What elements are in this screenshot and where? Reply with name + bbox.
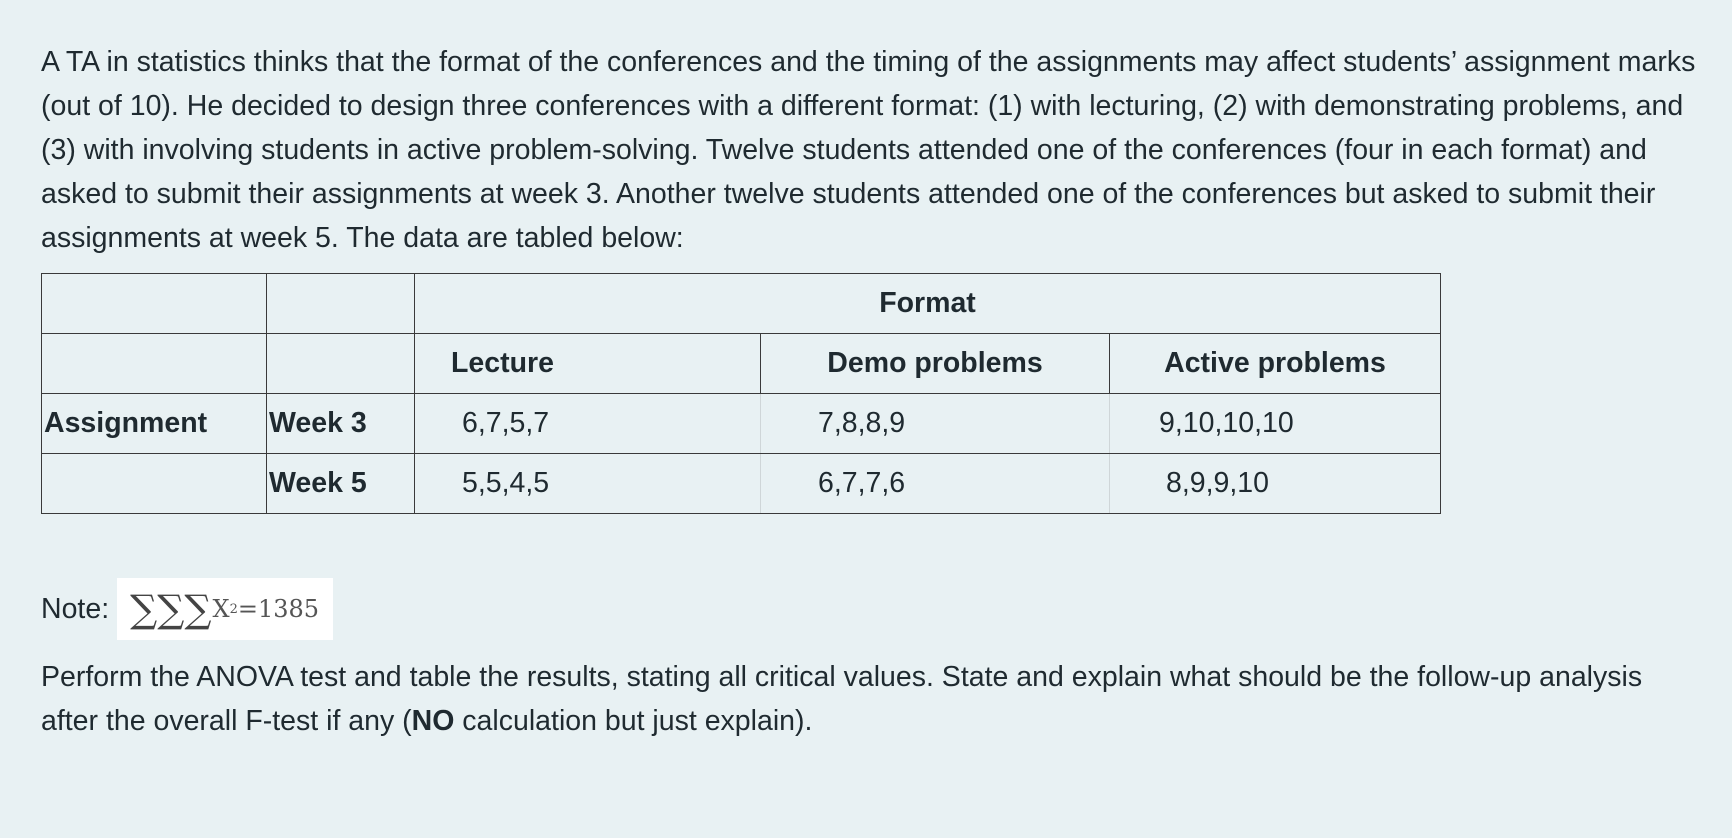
table-cell xyxy=(415,394,761,454)
table-cell xyxy=(1110,394,1441,454)
formula-variable: X xyxy=(212,595,230,623)
formula-exponent: 2 xyxy=(229,601,238,617)
table-cell xyxy=(761,454,1110,514)
column-header-active-problems: Active problems xyxy=(1110,334,1441,394)
column-header-demo-problems: Demo problems xyxy=(761,334,1110,394)
question-emphasis: NO xyxy=(411,705,455,737)
cell-value: 6,7,7,6 xyxy=(818,467,906,499)
formula-value: =1385 xyxy=(237,595,320,623)
cell-value: 9,10,10,10 xyxy=(1159,407,1294,439)
sum-of-squares-formula xyxy=(117,578,333,640)
note-line xyxy=(41,578,333,640)
data-table xyxy=(41,273,1441,514)
table-cell xyxy=(1110,454,1441,514)
table-row xyxy=(42,394,1441,454)
question-part-2: calculation but just explain). xyxy=(454,705,813,737)
table-cell xyxy=(415,454,761,514)
cell-value: 7,8,8,9 xyxy=(818,407,906,439)
question-part-1: Perform the ANOVA test and table the results, stating all critical values. State and explain what should be the follow-up analysis after the overall F-test if any ( xyxy=(41,661,1643,737)
column-header-lecture: Lecture xyxy=(415,334,761,394)
factor-label-assignment: Assignment xyxy=(42,394,267,454)
empty-cell xyxy=(42,334,267,394)
cell-value: 6,7,5,7 xyxy=(462,407,550,439)
empty-cell xyxy=(42,454,267,514)
note-label: Note: xyxy=(41,592,110,625)
triple-sigma: ∑∑∑ xyxy=(130,587,212,631)
row-label-week-5: Week 5 xyxy=(267,454,415,514)
empty-cell xyxy=(267,274,415,334)
problem-intro-text: A TA in statistics thinks that the format of the conferences and the timing of the assignments may affect students’ assignment marks (out of 10). He decided to design three conferences with a different format: (1) with lecturing, (2) with demonstrating problems, and (3) with involving students in active problem-solving. Twelve students attended one of the conferences (four in each format) and asked to submit their assignments at week 3. Another twelve students attended one of the conferences but asked to submit their assignments at week 5. The data are tabled below: xyxy=(41,46,1696,254)
row-label-week-3: Week 3 xyxy=(267,394,415,454)
table-header-row-format xyxy=(42,274,1441,334)
cell-value: 5,5,4,5 xyxy=(462,467,550,499)
format-header: Format xyxy=(415,274,1441,334)
table-header-row-columns xyxy=(42,334,1441,394)
question-text xyxy=(41,655,1701,743)
empty-cell xyxy=(42,274,267,334)
table-cell xyxy=(761,394,1110,454)
table-row xyxy=(42,454,1441,514)
cell-value: 8,9,9,10 xyxy=(1166,467,1270,499)
empty-cell xyxy=(267,334,415,394)
